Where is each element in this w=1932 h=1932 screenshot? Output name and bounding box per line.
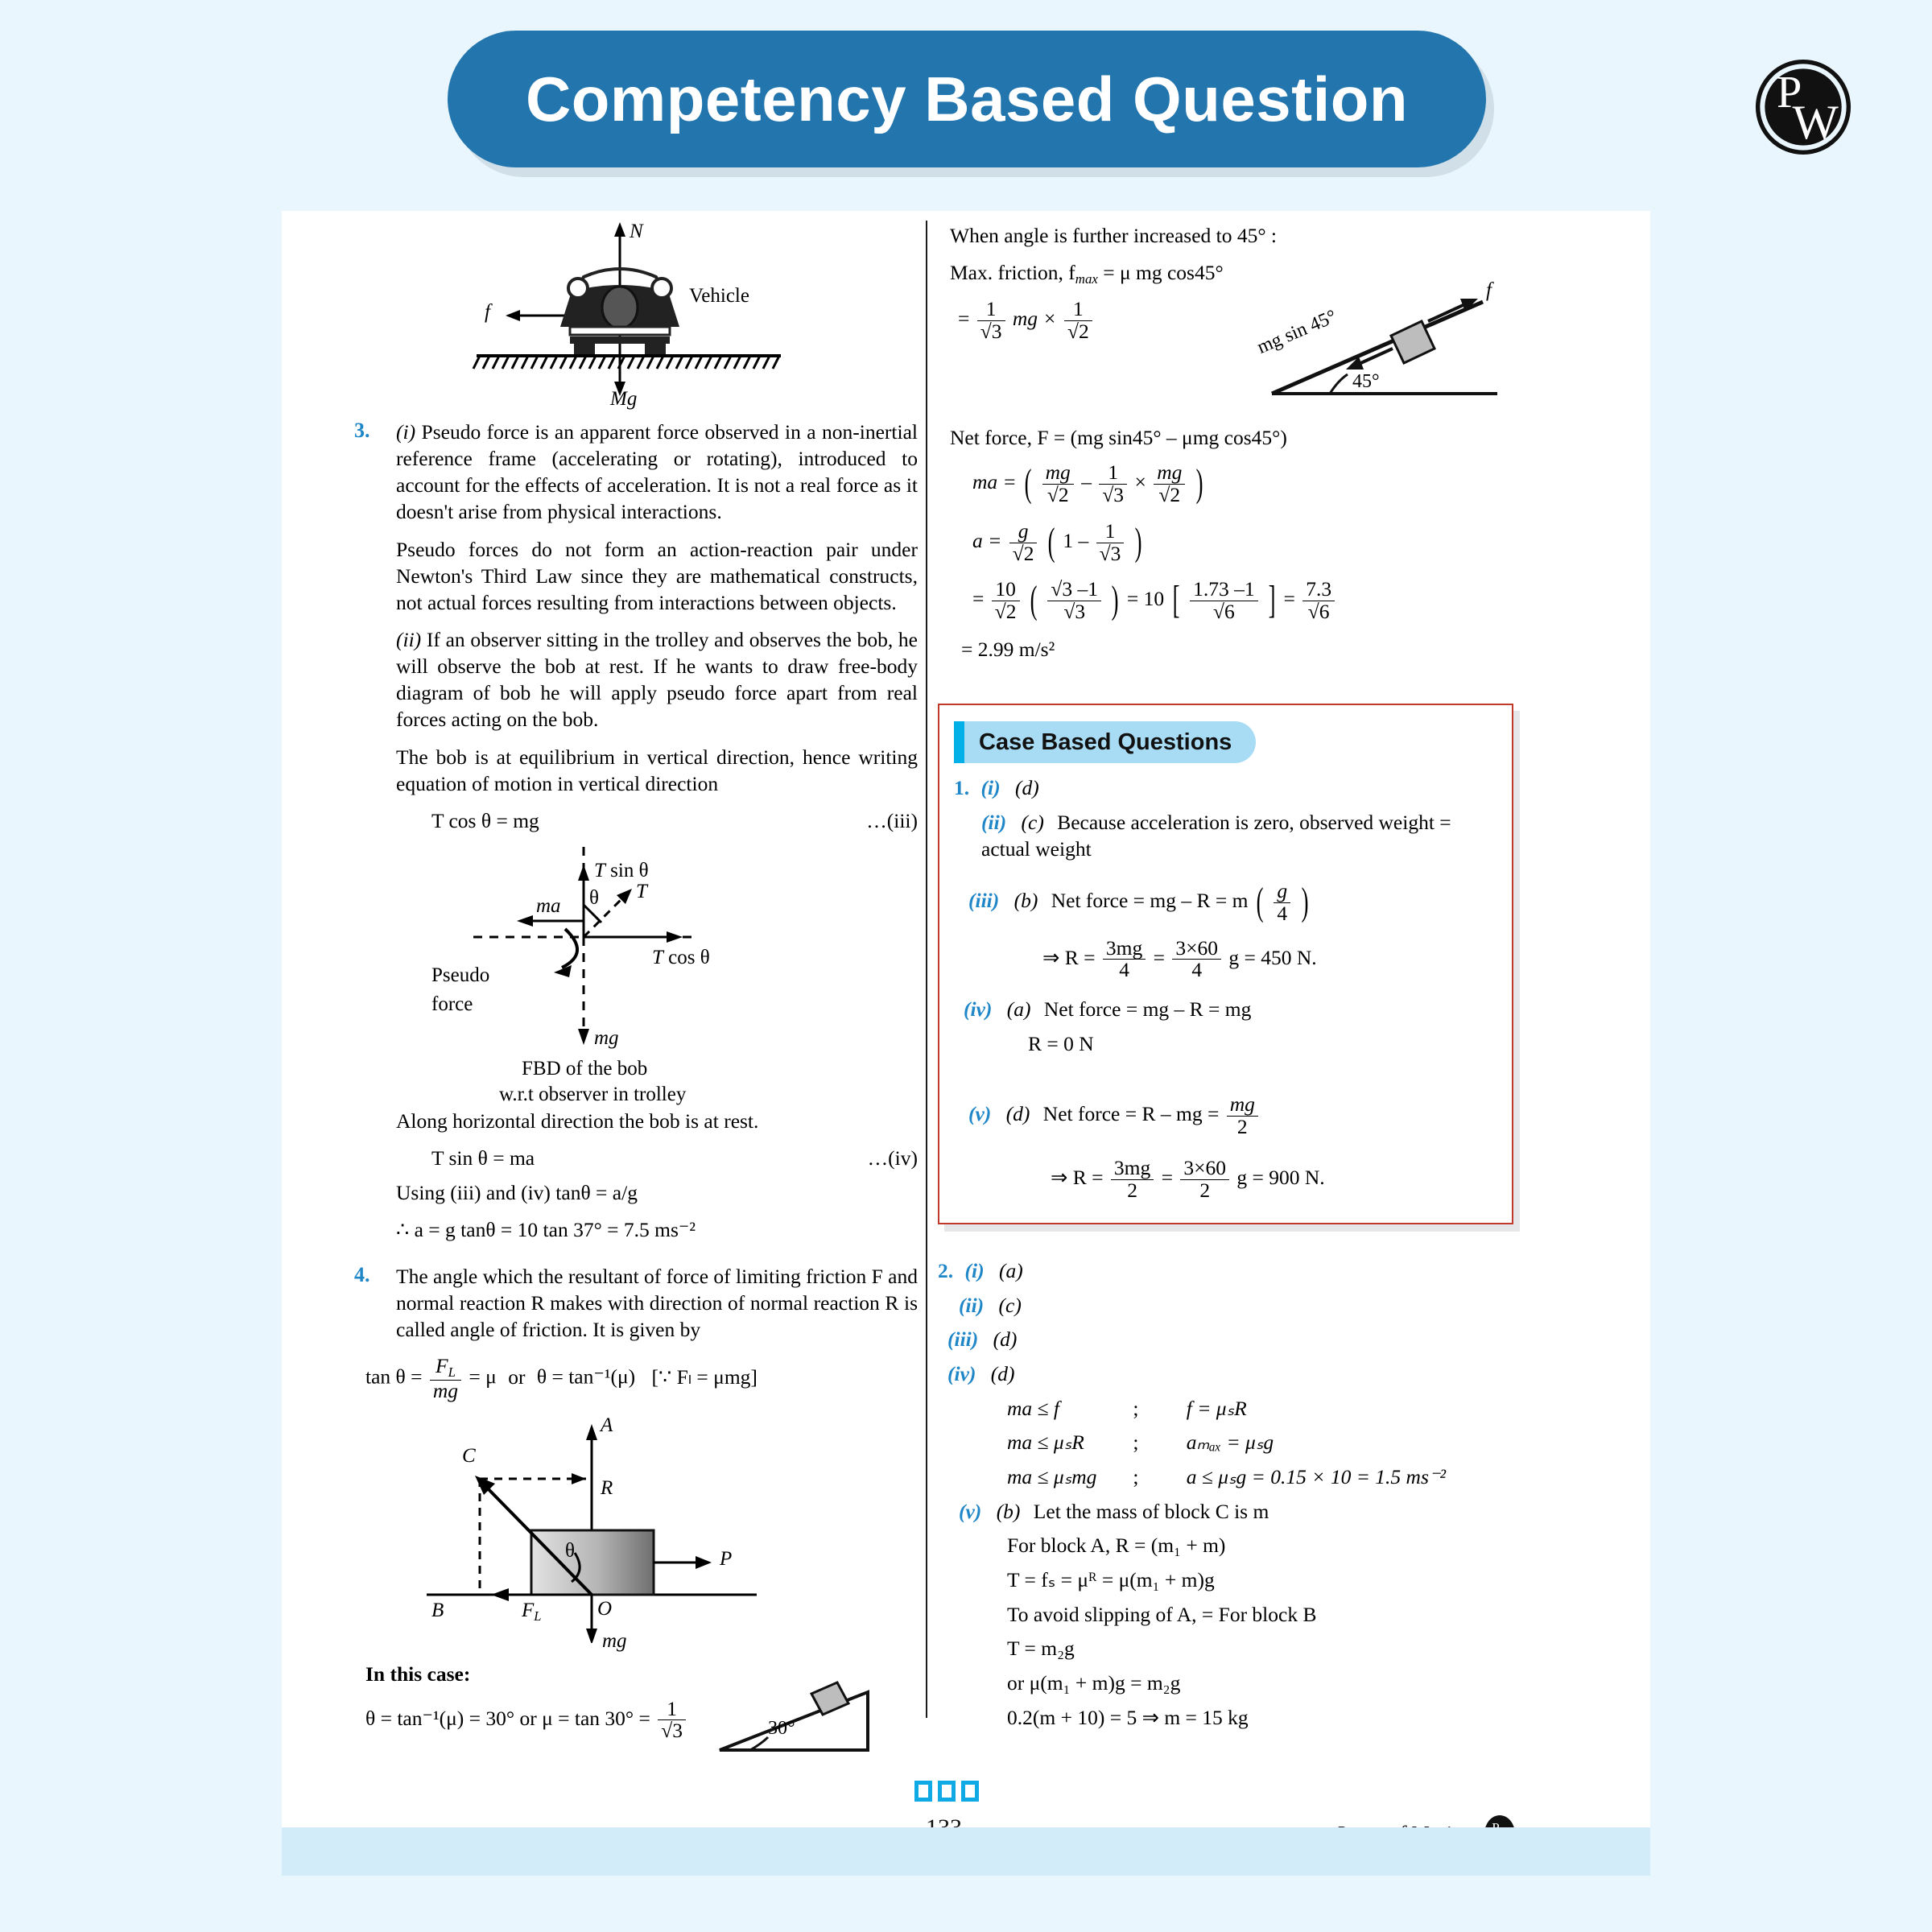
q2-item-v xyxy=(938,1498,1513,1525)
frac-eq-term2-den: √2 xyxy=(1067,319,1089,343)
cbq-iv-roman: (iv) xyxy=(964,997,993,1022)
footer-square-2 xyxy=(938,1781,956,1802)
label-origin-o: O xyxy=(597,1598,613,1620)
right-intro-line: When angle is further increased to 45° : xyxy=(950,224,1278,247)
page-header xyxy=(0,0,1932,217)
fbd-caption-line2: w.r.t observer in trolley xyxy=(499,1083,687,1105)
eval-t1-den: √2 xyxy=(994,600,1017,624)
q3-part-i xyxy=(396,419,918,526)
q2-item-iii xyxy=(938,1326,1513,1353)
incline-45-diagram xyxy=(1256,265,1513,418)
cbq-iii-result-f2 xyxy=(1172,935,1221,982)
cbq-iii-open-paren: ( xyxy=(1256,881,1264,924)
q2-v-line-6: 0.2(m + 10) = 5 ⇒ m = 15 kg xyxy=(1007,1705,1249,1729)
a-eq-t1-den: √2 xyxy=(1012,541,1034,565)
bob-free-body-diagram xyxy=(378,842,894,1108)
eval-term2 xyxy=(1047,579,1101,623)
label-angle-45: 45° xyxy=(1352,371,1380,393)
ma-eq-t3-den: √2 xyxy=(1158,482,1181,506)
q2-iv-line1-right: f = μₛR xyxy=(1186,1396,1247,1420)
eval-close-paren: ) xyxy=(1112,579,1119,622)
q4-formula-denominator: mg xyxy=(432,1378,459,1402)
label-incline45-friction: f xyxy=(1486,279,1492,302)
max-friction-lead: Max. friction, f xyxy=(950,261,1075,285)
ma-equation xyxy=(950,462,1513,506)
page-sheet xyxy=(282,211,1650,1827)
pw-logo-p: P xyxy=(1777,68,1802,118)
q2-iii-option: (d) xyxy=(993,1327,1018,1352)
cbq-item-ii xyxy=(954,809,1492,863)
cbq-iii-result-eq: = xyxy=(1153,945,1165,969)
label-applied-force-p: P xyxy=(720,1548,733,1571)
cbq-iii-frac-den: 4 xyxy=(1277,901,1288,925)
ma-eq-close-paren: ) xyxy=(1195,462,1203,506)
label-normal-reaction: R xyxy=(601,1477,613,1500)
question-2 xyxy=(938,1257,1513,1738)
q3-tail xyxy=(354,1108,918,1244)
case-based-body xyxy=(939,774,1512,1201)
question-3-number: 3. xyxy=(354,419,370,442)
q3-para-6: ∴ a = g tanθ = 10 tan 37° = 7.5 ms⁻² xyxy=(396,1218,696,1242)
cbq-iii-result-f1-num: 3mg xyxy=(1103,938,1146,960)
q4-text: The angle which the resultant of force of limiting friction F and normal reaction R makes with direction of normal reaction R is called angle of friction. It is given by xyxy=(396,1264,918,1341)
q3-part-ii-text: If an observer sitting in the trolley and observes the bob, he will observe the bob at rest. If he wants to draw free-body diagram of bob he will apply pseudo force apart from real forces acting on the bob. xyxy=(396,627,918,732)
case-based-header xyxy=(954,721,1512,763)
q4-formula-theta-eq: θ = tan⁻¹(μ) xyxy=(536,1364,636,1389)
page-footer xyxy=(282,1781,1650,1829)
result-line: = 2.99 m/s² xyxy=(961,637,1055,661)
label-vehicle: Vehicle xyxy=(689,285,749,307)
cbq-iii-result-f1 xyxy=(1103,935,1146,982)
frac-eq-term1-den: √3 xyxy=(980,319,1002,343)
case-based-questions-box xyxy=(938,704,1513,1224)
q4-formula-or: or xyxy=(508,1364,526,1389)
evaluation-equation xyxy=(950,579,1513,623)
cbq-ii-option: (c) xyxy=(1021,810,1044,834)
label-block-mg: mg xyxy=(602,1630,627,1653)
max-friction-rest: = μ mg cos45° xyxy=(1103,261,1224,285)
q3-eq-iv-text: T sin θ = ma xyxy=(431,1146,535,1170)
cbq-v-result-f2-num: 3×60 xyxy=(1180,1158,1229,1180)
cbq-v-result-tail: g = 900 N. xyxy=(1236,1166,1325,1189)
q2-number: 2. xyxy=(938,1259,954,1282)
label-incline-30: 30° xyxy=(768,1717,795,1739)
question-4 xyxy=(354,1263,918,1343)
a-eq-close-paren: ) xyxy=(1134,520,1142,564)
q3-para-2: Pseudo forces do not form an action-reaction pair under Newton's Third Law since they are mathematical constructs, not actual forces resulting from interactions between objects. xyxy=(396,537,918,614)
label-block-theta: θ xyxy=(565,1540,575,1563)
eval-term4 xyxy=(1302,579,1335,623)
frac-eq-mid: mg × xyxy=(1012,307,1057,331)
label-friction: f xyxy=(485,301,490,323)
footer-strip xyxy=(282,1827,1650,1876)
q2-item-ii xyxy=(938,1292,1513,1319)
label-t-sin-theta: T sin θ xyxy=(594,859,649,881)
ma-eq-op1: – xyxy=(1081,470,1092,494)
max-friction-sub: max xyxy=(1075,271,1098,287)
q4-angle-of-friction-formula xyxy=(354,1353,918,1402)
cbq-v-result-f1-num: 3mg xyxy=(1111,1158,1154,1180)
q2-item-i xyxy=(938,1257,1513,1285)
q4-case-frac-den: √3 xyxy=(661,1719,683,1743)
a-eq-lead: a = xyxy=(972,528,1002,552)
q2-v-line-4: T = m₂g xyxy=(1007,1637,1075,1661)
eval-eq3: = xyxy=(1283,587,1295,611)
eval-t4-num: 7.3 xyxy=(1302,579,1335,601)
q3-para-5: Using (iii) and (iv) tanθ = a/g xyxy=(396,1181,638,1205)
eval-open-bracket: [ xyxy=(1172,579,1180,622)
cbq-q1-number: 1. xyxy=(954,776,970,799)
q3-equation-iii xyxy=(396,807,918,834)
competency-banner xyxy=(448,31,1486,167)
label-pseudo-force-line2: force xyxy=(431,993,473,1015)
cbq-iii-fraction xyxy=(1274,878,1290,925)
column-divider xyxy=(926,221,927,1718)
cbq-v-result-eq: = xyxy=(1161,1166,1173,1189)
cbq-v-frac-num: mg xyxy=(1227,1094,1258,1117)
q2-iv-line-1 xyxy=(938,1395,1513,1422)
label-point-b: B xyxy=(431,1600,444,1622)
cbq-iii-frac-num: g xyxy=(1274,881,1290,903)
cbq-iii-close-paren: ) xyxy=(1301,881,1309,924)
q2-v-line-0: Let the mass of block C is m xyxy=(1033,1499,1269,1523)
q4-case-fraction xyxy=(658,1696,686,1743)
ma-eq-op2: × xyxy=(1134,470,1146,494)
cbq-iv-text: Net force = mg – R = mg xyxy=(1043,997,1252,1022)
q3-part-ii-marker: (ii) xyxy=(396,627,422,651)
cbq-i-roman: (i) xyxy=(980,776,1001,799)
a-equation xyxy=(950,518,1513,565)
label-weight: Mg xyxy=(610,388,638,410)
eval-term1 xyxy=(992,579,1020,623)
cbq-item-i xyxy=(954,774,1492,802)
incline-30-diagram xyxy=(708,1671,886,1760)
cbq-iii-result-f2-den: 4 xyxy=(1191,958,1203,982)
eval-t2-num: √3 –1 xyxy=(1047,579,1101,601)
q3-eq-iii-text: T cos θ = mg xyxy=(431,808,539,832)
friction-angle-block-diagram xyxy=(378,1410,894,1653)
cbq-iii-result xyxy=(954,935,1492,982)
label-theta-angle: θ xyxy=(589,886,599,909)
case-based-title: Case Based Questions xyxy=(979,729,1232,755)
q2-iv-line2-sep: ; xyxy=(1133,1430,1139,1455)
pw-logo-w: W xyxy=(1792,96,1839,150)
footer-square-1 xyxy=(914,1781,932,1802)
cbq-item-iii xyxy=(954,878,1492,925)
left-column xyxy=(354,211,918,1750)
cbq-v-result-f1 xyxy=(1111,1155,1154,1202)
q2-i-roman: (i) xyxy=(964,1259,985,1282)
eval-t1-num: 10 xyxy=(992,579,1020,601)
q4-formula-fraction xyxy=(430,1353,461,1402)
q2-ii-option: (c) xyxy=(998,1293,1022,1317)
label-normal-force: N xyxy=(630,221,643,242)
cbq-iii-text: Net force = mg – R = m xyxy=(1051,889,1249,913)
q2-iv-line3-sep: ; xyxy=(1133,1464,1139,1488)
q2-v-option: (b) xyxy=(996,1499,1021,1523)
ma-eq-term3 xyxy=(1154,462,1185,506)
q3-para-4: Along horizontal direction the bob is at rest. xyxy=(396,1108,759,1133)
fbd-caption-line1: FBD of the bob xyxy=(522,1057,648,1080)
cbq-iii-result-tail: g = 450 N. xyxy=(1228,945,1317,969)
case-based-pill xyxy=(964,721,1256,763)
q4-case-formula-text: θ = tan⁻¹(μ) = 30° or μ = tan 30° = xyxy=(365,1706,650,1730)
ma-eq-t1-num: mg xyxy=(1042,462,1074,485)
net-force-line: Net force, F = (mg sin45° – μmg cos45°) xyxy=(950,426,1287,450)
q3-eq-iii-tag: …(iii) xyxy=(866,808,918,832)
cbq-v-result-f1-den: 2 xyxy=(1127,1178,1137,1202)
vehicle-free-body-diagram xyxy=(378,217,894,411)
q2-v-line-5: or μ(m₁ + m)g = m₂g xyxy=(1007,1670,1181,1695)
q2-iv-roman: (iv) xyxy=(947,1361,976,1385)
cbq-iii-result-lead: ⇒ R = xyxy=(1042,945,1096,969)
eval-lead: = xyxy=(972,587,985,611)
label-mg: mg xyxy=(594,1026,619,1049)
in-this-case-heading: In this case: xyxy=(365,1662,471,1686)
a-eq-t2-num: 1 xyxy=(1096,521,1125,543)
cbq-iii-result-f1-den: 4 xyxy=(1119,958,1129,982)
cbq-v-text: Net force = R – mg = xyxy=(1042,1102,1220,1126)
eval-close-bracket: ] xyxy=(1268,579,1276,622)
cbq-i-option: (d) xyxy=(1014,776,1039,799)
ma-eq-t1-den: √2 xyxy=(1046,482,1069,506)
label-tension: T xyxy=(636,880,647,902)
cbq-v-option: (d) xyxy=(1005,1102,1030,1126)
q2-v-line-1: For block A, R = (m₁ + m) xyxy=(1007,1534,1226,1558)
eval-eq2: = 10 xyxy=(1126,587,1165,611)
cbq-iii-roman: (iii) xyxy=(968,889,1000,913)
q3-para-3: The bob is at equilibrium in vertical direction, hence writing equation of motion in vertical direction xyxy=(396,745,918,795)
q4-case-formula xyxy=(365,1696,688,1743)
cbq-iii-result-f2-num: 3×60 xyxy=(1172,938,1221,960)
eval-t4-den: √6 xyxy=(1307,600,1330,624)
frac-eq-term2-num: 1 xyxy=(1064,299,1092,321)
q3-equation-iv xyxy=(396,1145,918,1171)
ma-eq-lead: ma = xyxy=(972,470,1017,494)
a-eq-t1-num: g xyxy=(1009,521,1038,543)
label-pseudo-force-line1: Pseudo xyxy=(431,964,490,986)
q2-iii-roman: (iii) xyxy=(947,1327,979,1352)
label-point-c: C xyxy=(462,1445,476,1468)
ma-eq-open-paren: ( xyxy=(1024,462,1032,506)
footer-square-3 xyxy=(961,1781,979,1802)
q2-iv-line1-left: ma ≤ f xyxy=(1007,1396,1059,1420)
a-eq-t2-den: √3 xyxy=(1099,541,1121,565)
q4-formula-bracket: [∵ Fₗ = μmg] xyxy=(651,1364,758,1389)
ma-eq-t3-num: mg xyxy=(1154,462,1185,485)
frac-eq-lead: = xyxy=(958,307,970,331)
q2-iv-option: (d) xyxy=(990,1361,1015,1385)
label-point-a: A xyxy=(601,1414,613,1437)
eval-term3 xyxy=(1190,579,1258,623)
cbq-item-iv xyxy=(954,996,1492,1023)
cbq-v-result-f2-den: 2 xyxy=(1199,1178,1211,1202)
label-mg-sin-45: mg sin 45° xyxy=(1254,306,1340,358)
eval-open-paren: ( xyxy=(1030,579,1038,622)
eval-t2-den: √3 xyxy=(1063,600,1086,624)
q2-iv-line3-left: ma ≤ μₛmg xyxy=(1007,1464,1097,1488)
pw-logo-icon xyxy=(1751,55,1856,159)
q2-item-iv xyxy=(938,1360,1513,1388)
question-4-number: 4. xyxy=(354,1262,370,1286)
cbq-v-fraction xyxy=(1227,1094,1258,1138)
q3-part-ii xyxy=(396,626,918,733)
a-eq-term2 xyxy=(1096,518,1125,565)
frac-eq-term1-num: 1 xyxy=(977,299,1005,321)
a-eq-inner-lead: 1 – xyxy=(1063,528,1089,552)
ma-eq-term1 xyxy=(1042,462,1074,506)
q2-i-option: (a) xyxy=(998,1259,1023,1282)
label-limiting-friction: $F_L$ xyxy=(522,1600,542,1624)
ma-eq-term2 xyxy=(1099,462,1127,506)
frac-eq-term2 xyxy=(1064,299,1092,343)
cbq-ii-roman: (ii) xyxy=(981,810,1007,834)
q4-formula-numerator: $F_L$ xyxy=(430,1356,461,1381)
q3-part-i-text: Pseudo force is an apparent force observed in a non-inertial reference frame (accelerating or rotating), introduced to account for the effects of acceleration. It is not a real force as it doesn't arise from physical interactions. xyxy=(396,420,919,524)
q2-iv-line3-right: a ≤ μₛg = 0.15 × 10 = 1.5 ms⁻² xyxy=(1186,1464,1446,1488)
q2-iv-line2-right: aₘₐₓ = μₛg xyxy=(1186,1430,1274,1455)
q3-part-i-marker: (i) xyxy=(396,420,416,444)
q2-ii-roman: (ii) xyxy=(959,1293,985,1317)
cbq-iv-option: (a) xyxy=(1006,997,1031,1022)
eval-t3-den: √6 xyxy=(1212,600,1235,624)
a-eq-open-paren: ( xyxy=(1047,520,1055,564)
question-3 xyxy=(354,419,918,834)
cbq-iv-second: R = 0 N xyxy=(1028,1031,1094,1055)
q3-eq-iv-tag: …(iv) xyxy=(867,1146,918,1170)
cbq-v-result-f2 xyxy=(1180,1155,1229,1202)
cbq-v-frac-den: 2 xyxy=(1236,1115,1248,1139)
q2-iv-line-2 xyxy=(938,1429,1513,1456)
a-eq-term1 xyxy=(1009,518,1038,565)
eval-t3-num: 1.73 –1 xyxy=(1190,579,1258,601)
q4-formula-lead: tan θ = xyxy=(365,1364,423,1389)
banner-title: Competency Based Question xyxy=(525,63,1409,134)
case-based-accent-bar xyxy=(954,721,964,763)
q2-iv-line1-sep: ; xyxy=(1133,1396,1139,1420)
cbq-v-roman: (v) xyxy=(968,1102,992,1126)
cbq-ii-text: Because acceleration is zero, observed weight = actual weight xyxy=(981,810,1451,861)
q4-case-frac-num: 1 xyxy=(658,1699,686,1721)
cbq-item-v xyxy=(954,1094,1492,1138)
q4-formula-mu: = μ xyxy=(469,1364,497,1389)
in-this-case-row xyxy=(354,1696,918,1751)
label-ma: ma xyxy=(536,894,561,917)
ma-eq-t2-den: √3 xyxy=(1102,482,1125,506)
q2-iv-line-3 xyxy=(938,1463,1513,1491)
cbq-v-result xyxy=(954,1155,1492,1202)
label-t-cos-theta: T cos θ xyxy=(652,946,710,968)
q2-v-roman: (v) xyxy=(959,1499,982,1523)
footer-squares xyxy=(914,1781,985,1806)
ma-eq-t2-num: 1 xyxy=(1099,462,1127,485)
cbq-v-result-lead: ⇒ R = xyxy=(1051,1166,1104,1189)
frac-eq-term1 xyxy=(977,299,1005,343)
cbq-iii-option: (b) xyxy=(1013,889,1038,913)
q2-iv-line2-left: ma ≤ μₛR xyxy=(1007,1430,1084,1455)
q2-v-line-2: T = fₛ = μᴿ = μ(m₁ + m)g xyxy=(1007,1567,1215,1591)
q2-v-line-3: To avoid slipping of A, = For block B xyxy=(1007,1602,1317,1626)
